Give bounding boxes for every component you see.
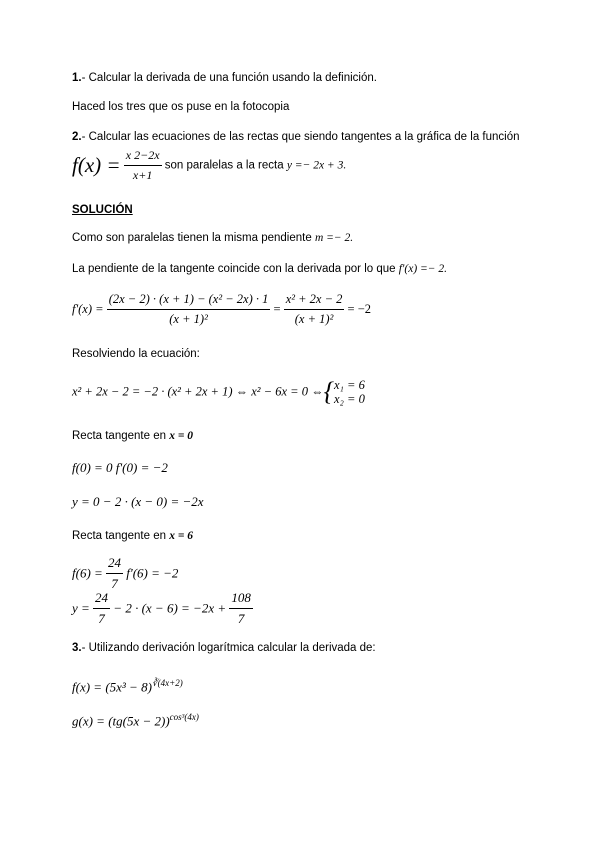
line-fraction-1 <box>93 590 110 627</box>
fraction-numerator: 24 <box>106 555 123 574</box>
derivative-fraction-2 <box>284 292 345 327</box>
exercise-number: 1. <box>72 72 82 84</box>
tangent-6-values <box>72 555 178 592</box>
equals-sign: = <box>273 302 281 316</box>
exercise-text: - Utilizando derivación logarítmica calcular la derivada de: <box>81 642 376 654</box>
tangent-6-heading <box>72 530 193 542</box>
tangent-6-line <box>72 590 253 627</box>
fraction-numerator: 24 <box>93 590 110 609</box>
line-middle: − 2 · (x − 6) = −2x + <box>113 600 227 616</box>
slope-equation: m =− 2. <box>314 232 354 244</box>
fraction-denominator: (x + 1)² <box>294 312 334 326</box>
derivative-formula <box>72 292 371 327</box>
tangent-point: x = 0 <box>169 430 194 442</box>
exercise-number: 3. <box>72 642 82 654</box>
fraction-numerator: x² + 2x − 2 <box>284 292 345 310</box>
parallel-text: son paralelas a la recta <box>164 159 284 172</box>
roots <box>334 378 365 406</box>
derivative-fraction-1 <box>107 292 271 327</box>
line-equation: y =− 2x + 3. <box>286 159 347 172</box>
fraction-denominator: (x + 1)² <box>169 312 208 326</box>
value-lhs: f(6) = <box>72 565 103 581</box>
tangent-0-values: f(0) = 0 f'(0) = −2 <box>72 460 168 475</box>
derivative-equation: f'(x) =− 2. <box>398 263 448 275</box>
function-f-base: f(x) = (5x³ − 8) <box>72 679 152 695</box>
tangent-0-heading <box>72 430 193 442</box>
exercise-1-statement <box>72 72 377 84</box>
fraction-numerator: (2x − 2) · (x + 1) − (x² − 2x) · 1 <box>107 292 271 310</box>
function-f-exponent: ∛(4x+2) <box>151 678 183 688</box>
function-g <box>72 712 199 729</box>
derivative-statement <box>72 263 447 275</box>
function-g-base: g(x) = (tg(5x − 2)) <box>72 713 170 729</box>
fraction-denominator: 7 <box>237 611 245 626</box>
fraction-denominator: 7 <box>111 576 118 591</box>
derivative-value: f'(6) = −2 <box>126 565 179 581</box>
tangent-text: Recta tangente en <box>72 430 166 442</box>
function-definition <box>72 148 346 183</box>
line-lhs: y = <box>72 600 90 616</box>
solution-title: SOLUCIÓN <box>72 204 133 216</box>
derivative-lhs: f'(x) = <box>72 302 104 316</box>
value-fraction <box>106 555 123 592</box>
function-f <box>72 678 183 695</box>
solve-equation <box>72 377 365 407</box>
derivative-text: La pendiente de la tangente coincide con la derivada por lo que <box>72 263 396 275</box>
exercise-1-note: Haced los tres que os puse en la fotocopia <box>72 101 290 113</box>
solve-equation-text: x² + 2x − 2 = −2 · (x² + 2x + 1) ⇔ x² − 6x = 0 ⇔ <box>72 384 324 399</box>
solve-text: Resolviendo la ecuación: <box>72 348 200 360</box>
function-fraction <box>124 148 162 183</box>
root-1: x₁ = 6 <box>334 378 365 392</box>
slope-text: Como son paralelas tienen la misma pendiente <box>72 232 312 244</box>
line-fraction-2 <box>229 590 253 627</box>
function-lhs: f(x) = <box>72 153 121 177</box>
tangent-point: x = 6 <box>169 530 194 542</box>
fraction-numerator: x 2−2x <box>124 148 162 166</box>
exercise-text: - Calcular las ecuaciones de las rectas que siendo tangentes a la gráfica de la función <box>81 131 520 143</box>
fraction-denominator: x+1 <box>132 168 153 182</box>
tangent-text: Recta tangente en <box>72 530 166 542</box>
exercise-3-statement <box>72 642 376 654</box>
function-g-exponent: cos³(4x) <box>169 712 199 722</box>
slope-statement <box>72 232 353 244</box>
exercise-text: - Calcular la derivada de una función usando la definición. <box>81 72 377 84</box>
exercise-2-statement <box>72 131 520 143</box>
tangent-0-line: y = 0 − 2 · (x − 0) = −2x <box>72 494 204 509</box>
derivative-rhs: = −2 <box>347 302 372 316</box>
root-2: x₂ = 0 <box>334 392 365 406</box>
brace-symbol: { <box>323 377 334 406</box>
fraction-numerator: 108 <box>229 590 253 609</box>
exercise-number: 2. <box>72 131 82 143</box>
fraction-denominator: 7 <box>98 611 105 626</box>
